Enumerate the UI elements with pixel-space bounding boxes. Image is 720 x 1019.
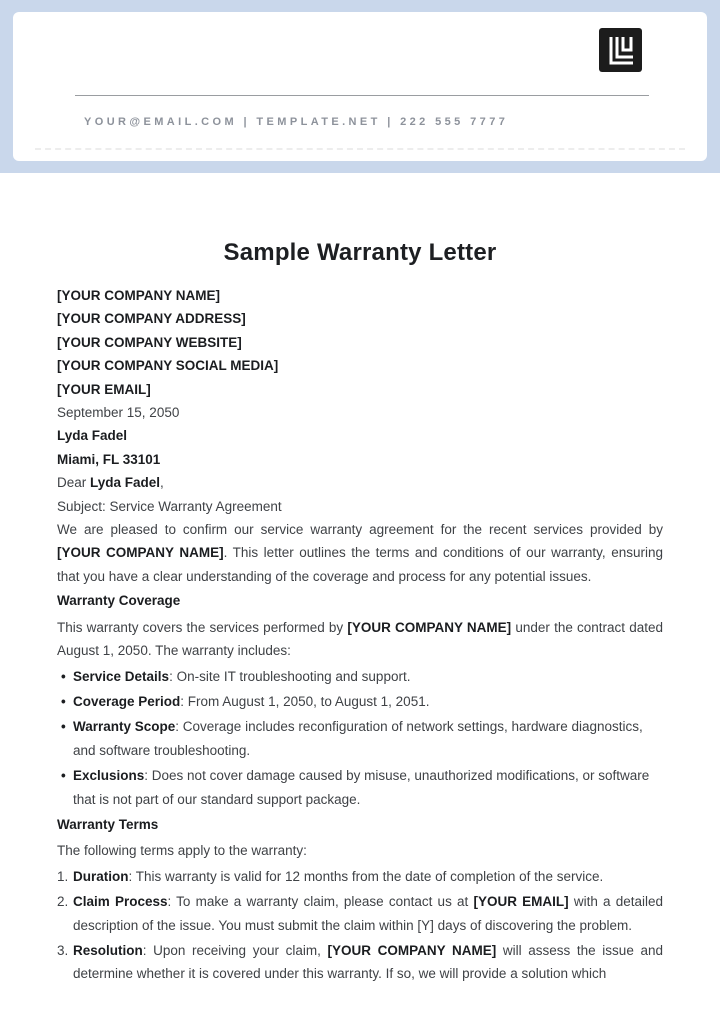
term-placeholder: [YOUR COMPANY NAME] [327, 942, 497, 958]
term-text: : Upon receiving your claim, [142, 942, 328, 958]
salutation-prefix: Dear [57, 475, 91, 491]
recipient-name: Lyda Fadel [57, 428, 128, 444]
sender-email: [YOUR EMAIL] [57, 381, 151, 397]
bullet-label: Warranty Scope [73, 719, 176, 735]
coverage-company-placeholder: [YOUR COMPANY NAME] [347, 619, 512, 635]
term-placeholder: [YOUR EMAIL] [473, 894, 569, 910]
list-item [57, 764, 663, 811]
bullet-text: : Does not cover damage caused by misuse, unauthorized modifications, or software that is not part of our standard support package. [73, 768, 650, 807]
list-item [57, 665, 663, 688]
term-text: with a detailed description of the issue. You must submit the claim within [Y] days of discovering the problem. [73, 894, 663, 933]
terms-lead-line: The following terms apply to the warranty: [57, 843, 307, 859]
salutation-line [57, 471, 663, 494]
lu-monogram-logo-icon [599, 28, 642, 72]
coverage-lead-paragraph [57, 616, 663, 663]
sender-company-website: [YOUR COMPANY WEBSITE] [57, 334, 242, 350]
recipient-city: Miami, FL 33101 [57, 451, 161, 467]
list-item [57, 890, 663, 937]
sender-company-social: [YOUR COMPANY SOCIAL MEDIA] [57, 358, 279, 374]
sender-company-name: [YOUR COMPANY NAME] [57, 288, 221, 303]
coverage-bullet-list [57, 665, 663, 811]
list-item [57, 939, 663, 986]
term-label: Duration [73, 868, 129, 884]
letterhead-divider [75, 95, 649, 96]
coverage-lead-2: under the contract dated August 1, 2050. The warranty includes: [57, 619, 663, 659]
page-title: Sample Warranty Letter [223, 239, 497, 266]
intro-text-1: We are pleased to confirm our service warranty agreement for the recent services provided by [57, 522, 663, 538]
term-text: : This warranty is valid for 12 months from the date of completion of the service. [128, 868, 604, 884]
salutation-suffix: , [160, 475, 164, 491]
section-heading-coverage: Warranty Coverage [57, 593, 181, 609]
term-label: Claim Process [73, 894, 168, 910]
intro-paragraph [57, 518, 663, 588]
list-item [57, 690, 663, 713]
bullet-text: : From August 1, 2050, to August 1, 2051. [180, 693, 430, 709]
intro-company-placeholder: [YOUR COMPANY NAME] [57, 545, 224, 561]
list-item [57, 865, 663, 888]
bullet-label: Coverage Period [73, 693, 181, 709]
term-label: Resolution [73, 942, 143, 958]
term-text: will assess the issue and determine whether it is covered under this warranty. If so, we will provide a solution which [73, 942, 663, 982]
terms-numbered-list [57, 865, 663, 986]
term-text: : To make a warranty claim, please contact us at [167, 894, 474, 910]
bullet-text: : On-site IT troubleshooting and support. [169, 668, 411, 684]
letter-date: September 15, 2050 [57, 405, 180, 421]
subject-line: Subject: Service Warranty Agreement [57, 498, 282, 514]
salutation-name: Lyda Fadel [90, 475, 161, 491]
letterhead-card [13, 12, 707, 161]
list-item [57, 715, 663, 762]
letterhead-frame [0, 0, 720, 173]
sender-company-address: [YOUR COMPANY ADDRESS] [57, 311, 246, 327]
section-heading-terms: Warranty Terms [57, 816, 159, 832]
coverage-lead-1: This warranty covers the services performed by [57, 619, 348, 635]
letterhead-dashed-line [35, 148, 685, 150]
intro-text-2: . This letter outlines the terms and conditions of our warranty, ensuring that you have a clear understanding of the coverage and process for any potential issues. [57, 545, 663, 584]
letterhead-contact: YOUR@EMAIL.COM | TEMPLATE.NET | 222 555 7777 [84, 116, 509, 128]
bullet-label: Service Details [73, 668, 170, 684]
letter-body [0, 173, 720, 986]
bullet-text: : Coverage includes reconfiguration of network settings, hardware diagnostics, and software troubleshooting. [73, 719, 643, 758]
bullet-label: Exclusions [73, 768, 145, 784]
